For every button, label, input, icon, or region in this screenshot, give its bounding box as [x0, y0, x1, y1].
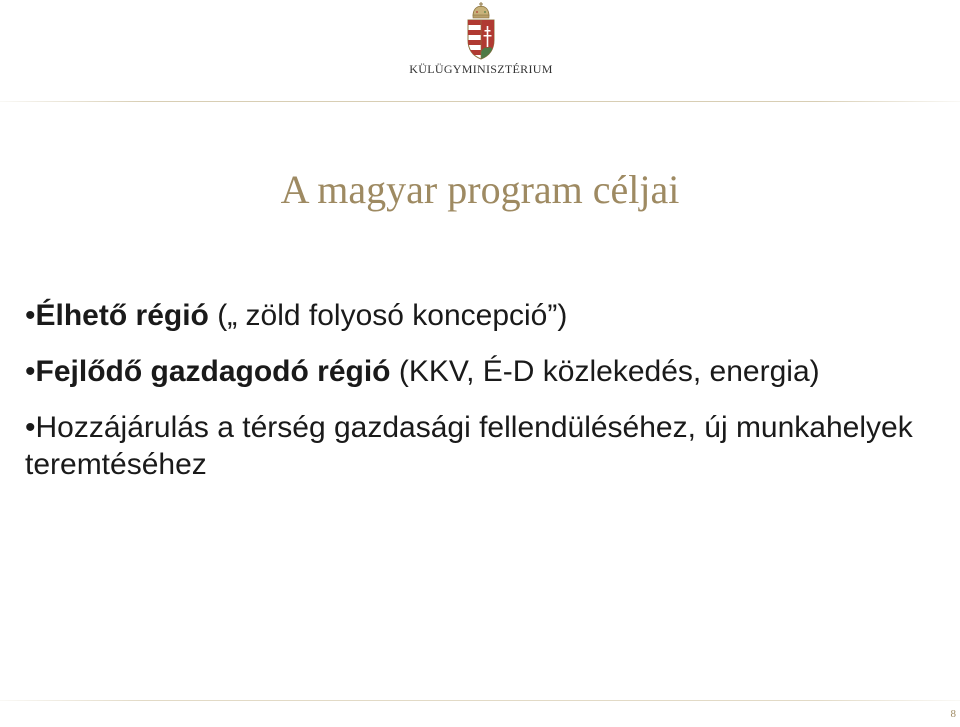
- bullet-bold-text: Fejlődő gazdagodó régió: [35, 355, 391, 388]
- bullet-item: [25, 409, 925, 483]
- bullet-dot-icon: •: [25, 299, 36, 332]
- bullet-item: [25, 353, 925, 390]
- bullet-list: [25, 297, 925, 502]
- bullet-text: (KKV, É-D közlekedés, energia): [390, 355, 820, 388]
- bullet-dot-icon: •: [25, 411, 36, 444]
- header-divider: [0, 101, 960, 102]
- hungarian-coat-of-arms-icon: [464, 2, 498, 60]
- ministry-name: KÜLÜGYMINISZTÉRIUM: [409, 62, 553, 76]
- bullet-item: [25, 297, 925, 334]
- page-number: 8: [950, 708, 956, 720]
- bullet-dot-icon: •: [25, 355, 36, 388]
- bullet-bold-text: Élhető régió: [35, 299, 209, 332]
- slide-title: A magyar program céljai: [280, 167, 680, 212]
- bullet-text: Hozzájárulás a térség gazdasági fellendüléséhez, új munkahelyek teremtéséhez: [25, 411, 913, 481]
- footer-divider: [0, 700, 960, 701]
- bullet-text: („ zöld folyosó koncepció”): [208, 299, 568, 332]
